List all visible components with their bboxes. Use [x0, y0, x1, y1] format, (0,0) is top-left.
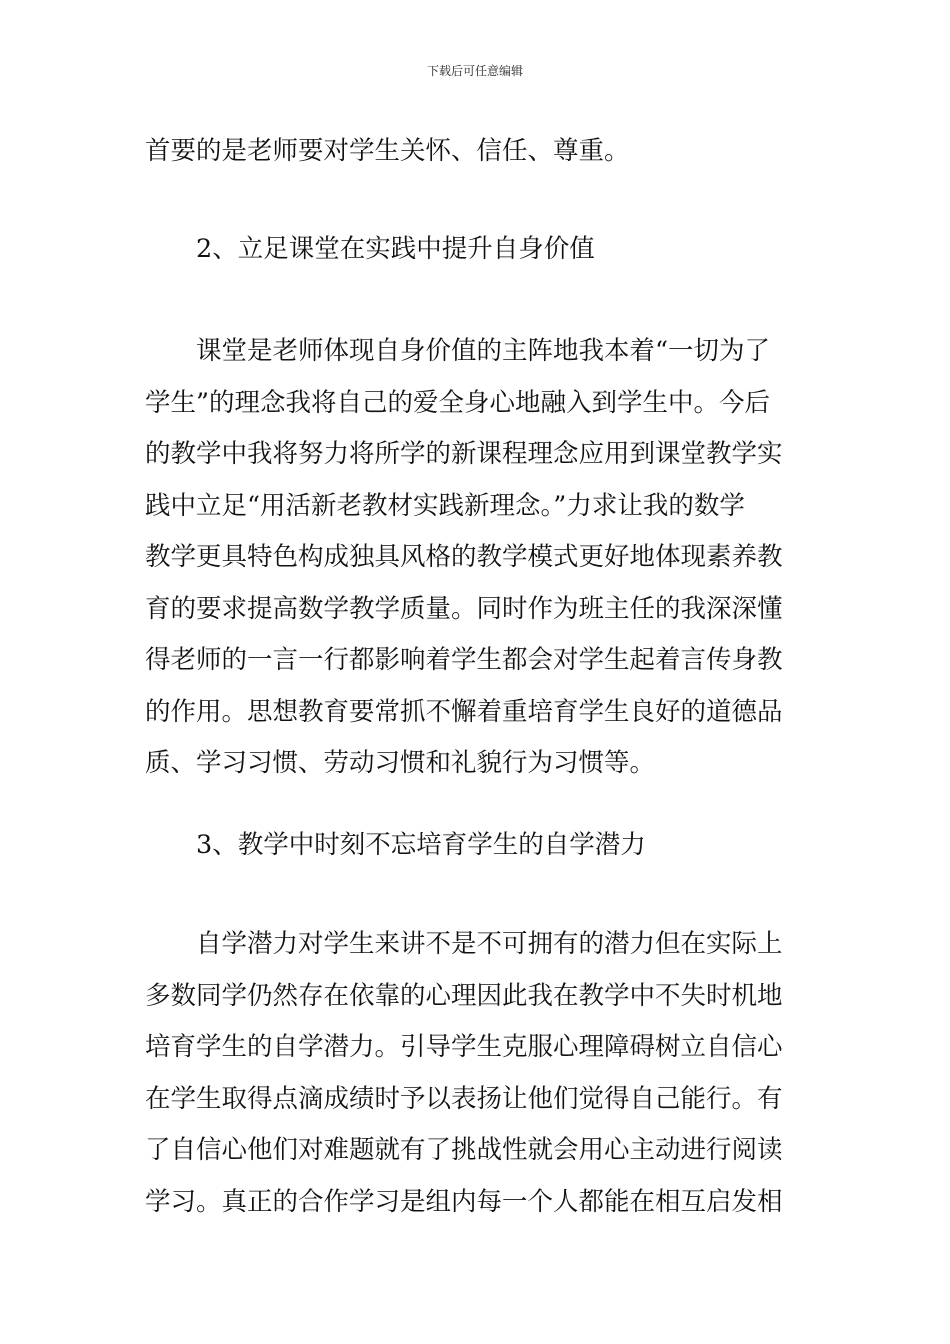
page-header: 下载后可任意编辑: [426, 64, 523, 78]
paragraph-line: 首要的是老师要对学生关怀、信任、尊重。: [145, 136, 630, 166]
paragraph-line: 教学更具特色构成独具风格的教学模式更好地体现素养教: [145, 542, 783, 572]
paragraph-section-3: [145, 919, 810, 1228]
paragraph-line: 践中立足“用活新老教材实践新理念。”力求让我的数学: [145, 490, 745, 521]
paragraph-line: 的教学中我将努力将所学的新课程理念应用到课堂教学实: [145, 439, 783, 469]
paragraph-line: 多数同学仍然存在依靠的心理因此我在教学中不失时机地: [145, 980, 783, 1011]
paragraph-line: 质、学习习惯、劳动习惯和礼貌行为习惯等。: [145, 748, 656, 778]
section-heading-2: 2、立足课堂在实践中提升自身价值: [196, 234, 595, 264]
paragraph-line: 课堂是老师体现自身价值的主阵地我本着“一切为了: [145, 336, 771, 366]
paragraph-section-2: [145, 326, 810, 790]
paragraph-line: 了自信心他们对难题就有了挑战性就会用心主动进行阅读: [145, 1135, 783, 1165]
paragraph-line: 学生”的理念我将自己的爱全身心地融入到学生中。今后: [145, 387, 771, 418]
section-heading-3: 3、教学中时刻不忘培育学生的自学潜力: [196, 830, 646, 860]
paragraph-line: 学习。真正的合作学习是组内每一个人都能在相互启发相: [145, 1186, 783, 1217]
paragraph-line: 培育学生的自学潜力。引导学生克服心理障碍树立自信心: [145, 1032, 783, 1062]
paragraph-top: [145, 126, 810, 178]
paragraph-line: 得老师的一言一行都影响着学生都会对学生起着言传身教: [145, 645, 783, 675]
paragraph-line: 的作用。思想教育要常抓不懈着重培育学生良好的道德品: [145, 696, 783, 727]
paragraph-line: 自学潜力对学生来讲不是不可拥有的潜力但在实际上: [145, 929, 783, 959]
paragraph-line: 育的要求提高数学教学质量。同时作为班主任的我深深懂: [145, 593, 783, 624]
paragraph-line: 在学生取得点滴成绩时予以表扬让他们觉得自己能行。有: [145, 1083, 783, 1114]
